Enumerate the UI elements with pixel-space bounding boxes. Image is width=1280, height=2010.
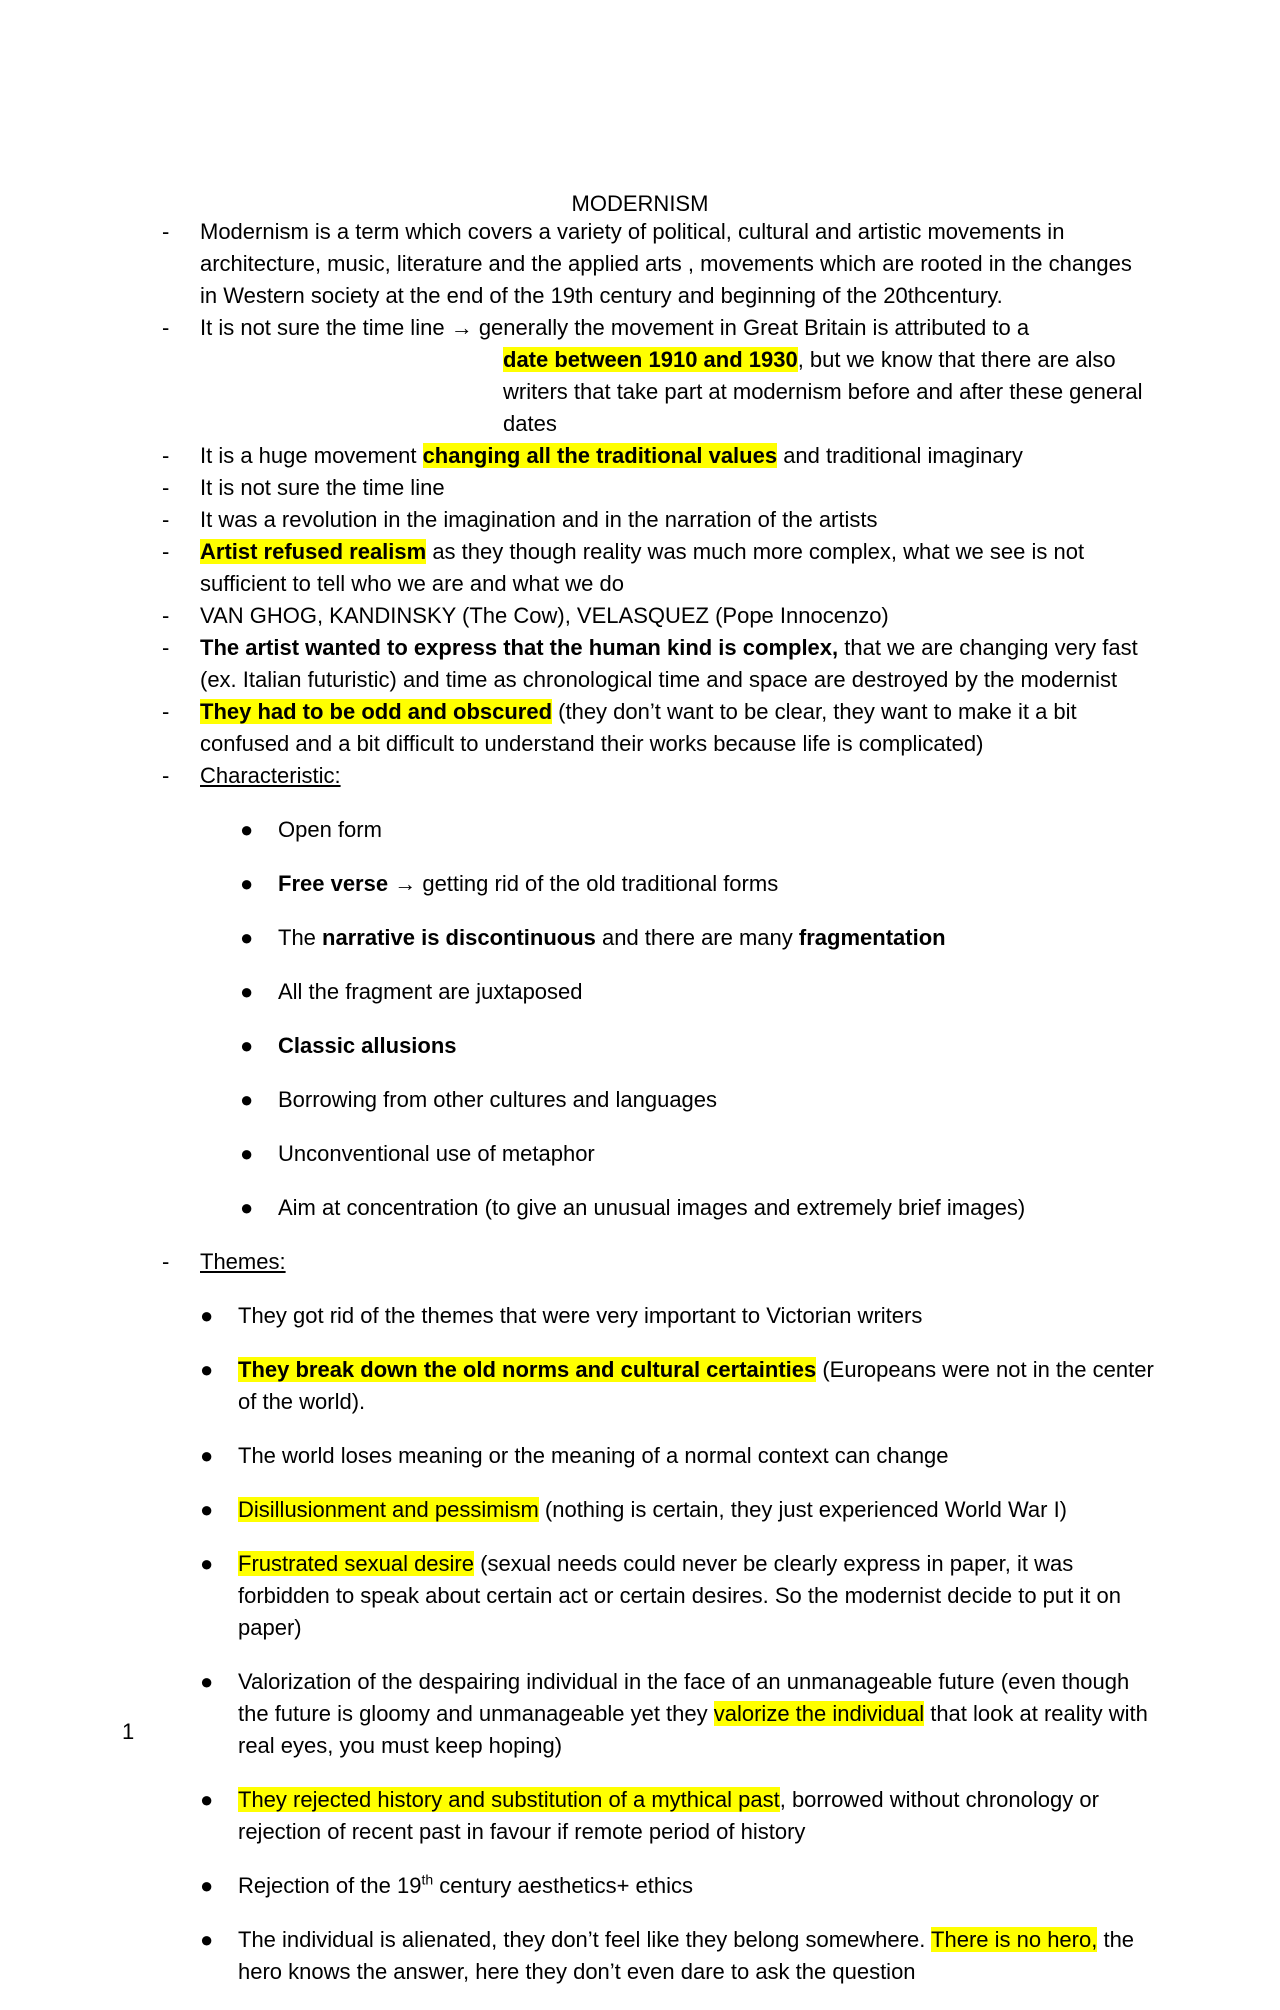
item-text: Valorization of the despairing individual in the face of an unmanageable future (even though the future is gloomy and unmanageable yet they [238, 1669, 1130, 1726]
item-text: The world loses meaning or the meaning of a normal context can change [238, 1443, 949, 1468]
bullet-icon: ● [200, 1303, 214, 1328]
bold-text: narrative is discontinuous [322, 925, 596, 950]
dash-marker: - [162, 635, 170, 660]
dash-marker: - [162, 603, 170, 628]
arrow-icon: → [450, 315, 473, 340]
item-text: All the fragment are juxtaposed [278, 979, 583, 1004]
page-number: 1 [122, 1719, 135, 1744]
bullet-item [0, 1300, 1158, 1332]
bullet-icon: ● [240, 1141, 254, 1166]
item-text: It is a huge movement [200, 443, 423, 468]
item-text: They got rid of the themes that were very important to Victorian writers [238, 1303, 923, 1328]
indented-text [200, 344, 1150, 440]
bullet-item [0, 922, 1158, 954]
list-item [0, 504, 1150, 536]
item-text: and there are many [595, 925, 799, 950]
dash-marker: - [162, 1249, 170, 1274]
bullet-item [0, 976, 1158, 1008]
item-text: generally the movement in Great Britain is attributed to a [478, 315, 1030, 340]
item-text: It is not sure the time line [200, 475, 445, 500]
bullet-item [0, 1870, 1158, 1902]
bullet-icon: ● [200, 1873, 214, 1898]
dash-marker: - [162, 219, 170, 244]
bullet-item [0, 1924, 1158, 1988]
item-text: Borrowing from other cultures and languages [278, 1087, 718, 1112]
bold-text: The artist wanted to express that the human kind is complex, [200, 635, 839, 660]
item-text: VAN GHOG, KANDINSKY (The Cow), VELASQUEZ (Pope Innocenzo) [200, 603, 889, 628]
dash-marker: - [162, 763, 170, 788]
item-text: that we are changing very fast (ex. Italian futuristic) and time as chronological time and space are destroyed by the modernist [200, 635, 1138, 692]
item-text: It was a revolution in the imagination and in the narration of the artists [200, 507, 878, 532]
item-text: Rejection of the 19 [238, 1873, 422, 1898]
dash-marker: - [162, 507, 170, 532]
item-text: as they though reality was much more complex, what we see is not sufficient to tell who we are and what we do [200, 539, 1085, 596]
list-item [0, 440, 1150, 472]
item-text: the hero knows the answer, here they don’t even dare to ask the question [238, 1927, 1135, 1984]
bullet-icon: ● [240, 1033, 254, 1058]
list-item [0, 760, 1150, 792]
bold-text: Classic allusions [278, 1033, 457, 1058]
list-item [0, 536, 1150, 600]
item-text: Aim at concentration (to give an unusual images and extremely brief images) [278, 1195, 1026, 1220]
list-item [0, 632, 1150, 696]
bullet-item [0, 814, 1158, 846]
highlighted-text: They had to be odd and obscured [200, 699, 553, 724]
bullet-item [0, 1138, 1158, 1170]
dash-marker: - [162, 315, 170, 340]
dash-marker: - [162, 475, 170, 500]
list-item [0, 472, 1150, 504]
highlighted-text: changing all the traditional values [422, 443, 778, 468]
highlighted-text: Frustrated sexual desire [238, 1551, 474, 1576]
bullet-item [0, 1084, 1158, 1116]
item-text: getting rid of the old traditional forms [416, 871, 779, 896]
bullet-icon: ● [200, 1497, 214, 1522]
item-text: (Europeans were not in the center of the world). [238, 1357, 1154, 1414]
list-item [0, 216, 1150, 312]
item-text: (they don’t want to be clear, they want to make it a bit confused and a bit difficult to understand their works because life is complicated) [200, 699, 1077, 756]
bullet-icon: ● [200, 1357, 214, 1382]
list-item [0, 312, 1150, 440]
bullet-icon: ● [200, 1551, 214, 1576]
highlighted-text: They break down the old norms and cultural certainties [238, 1357, 817, 1382]
bullet-item [0, 1494, 1158, 1526]
bullet-item [0, 1548, 1158, 1644]
item-text: (sexual needs could never be clearly express in paper, it was forbidden to speak about certain act or certain desires. So the modernist decide to put it on paper) [238, 1551, 1121, 1640]
bullet-item [0, 1192, 1158, 1224]
highlighted-text: date between 1910 and 1930 [503, 347, 798, 372]
bullet-icon: ● [240, 817, 254, 842]
item-text: The individual is alienated, they don’t feel like they belong somewhere. [238, 1927, 932, 1952]
item-text: It is not sure the time line [200, 315, 445, 340]
bullet-icon: ● [200, 1787, 214, 1812]
item-text: , borrowed without chronology or rejection of recent past in favour if remote period of history [238, 1787, 1099, 1844]
section-heading-themes: Themes: [200, 1249, 286, 1274]
bullet-item [0, 1666, 1158, 1762]
item-text: (nothing is certain, they just experienced World War I) [538, 1497, 1068, 1522]
superscript: th [421, 1871, 434, 1888]
highlighted-text: Artist refused realism [200, 539, 427, 564]
list-item [0, 696, 1150, 760]
bullet-item [0, 1354, 1158, 1418]
page-title: MODERNISM [571, 191, 709, 216]
item-text: The [278, 925, 323, 950]
bold-text: Free verse [278, 871, 389, 896]
item-text: century aesthetics+ ethics [433, 1873, 694, 1898]
list-item [0, 1246, 1150, 1278]
bullet-item [0, 1440, 1158, 1472]
bullet-icon: ● [200, 1443, 214, 1468]
dash-marker: - [162, 699, 170, 724]
bullet-icon: ● [200, 1669, 214, 1694]
section-heading-characteristic: Characteristic: [200, 763, 341, 788]
highlighted-text: There is no hero, [931, 1927, 1098, 1952]
highlighted-text: Disillusionment and pessimism [238, 1497, 539, 1522]
bold-text: fragmentation [798, 925, 946, 950]
bullet-item [0, 1784, 1158, 1848]
item-text: that look at reality with real eyes, you must keep hoping) [238, 1701, 1148, 1758]
item-text: and traditional imaginary [777, 443, 1023, 468]
dash-marker: - [162, 443, 170, 468]
list-item [0, 600, 1150, 632]
highlighted-text: They rejected history and substitution of a mythical past [238, 1787, 780, 1812]
bullet-icon: ● [240, 925, 254, 950]
item-text: Unconventional use of metaphor [278, 1141, 595, 1166]
bullet-item [0, 1030, 1158, 1062]
bullet-icon: ● [240, 1195, 254, 1220]
bullet-item [0, 868, 1158, 900]
bullet-icon: ● [200, 1927, 214, 1952]
dash-marker: - [162, 539, 170, 564]
arrow-icon: → [394, 871, 417, 896]
bullet-icon: ● [240, 979, 254, 1004]
document-body [0, 216, 1280, 2010]
item-text: , but we know that there are also writers that take part at modernism before and after these general dates [503, 347, 1143, 436]
item-text: Modernism is a term which covers a variety of political, cultural and artistic movements in architecture, music, literature and the applied arts , movements which are rooted in the changes in Western society at the end of the 19th century and beginning of the 20thcentury. [200, 219, 1132, 308]
bullet-icon: ● [240, 871, 254, 896]
highlighted-text: valorize the individual [713, 1701, 925, 1726]
item-text: Open form [278, 817, 382, 842]
bullet-icon: ● [240, 1087, 254, 1112]
